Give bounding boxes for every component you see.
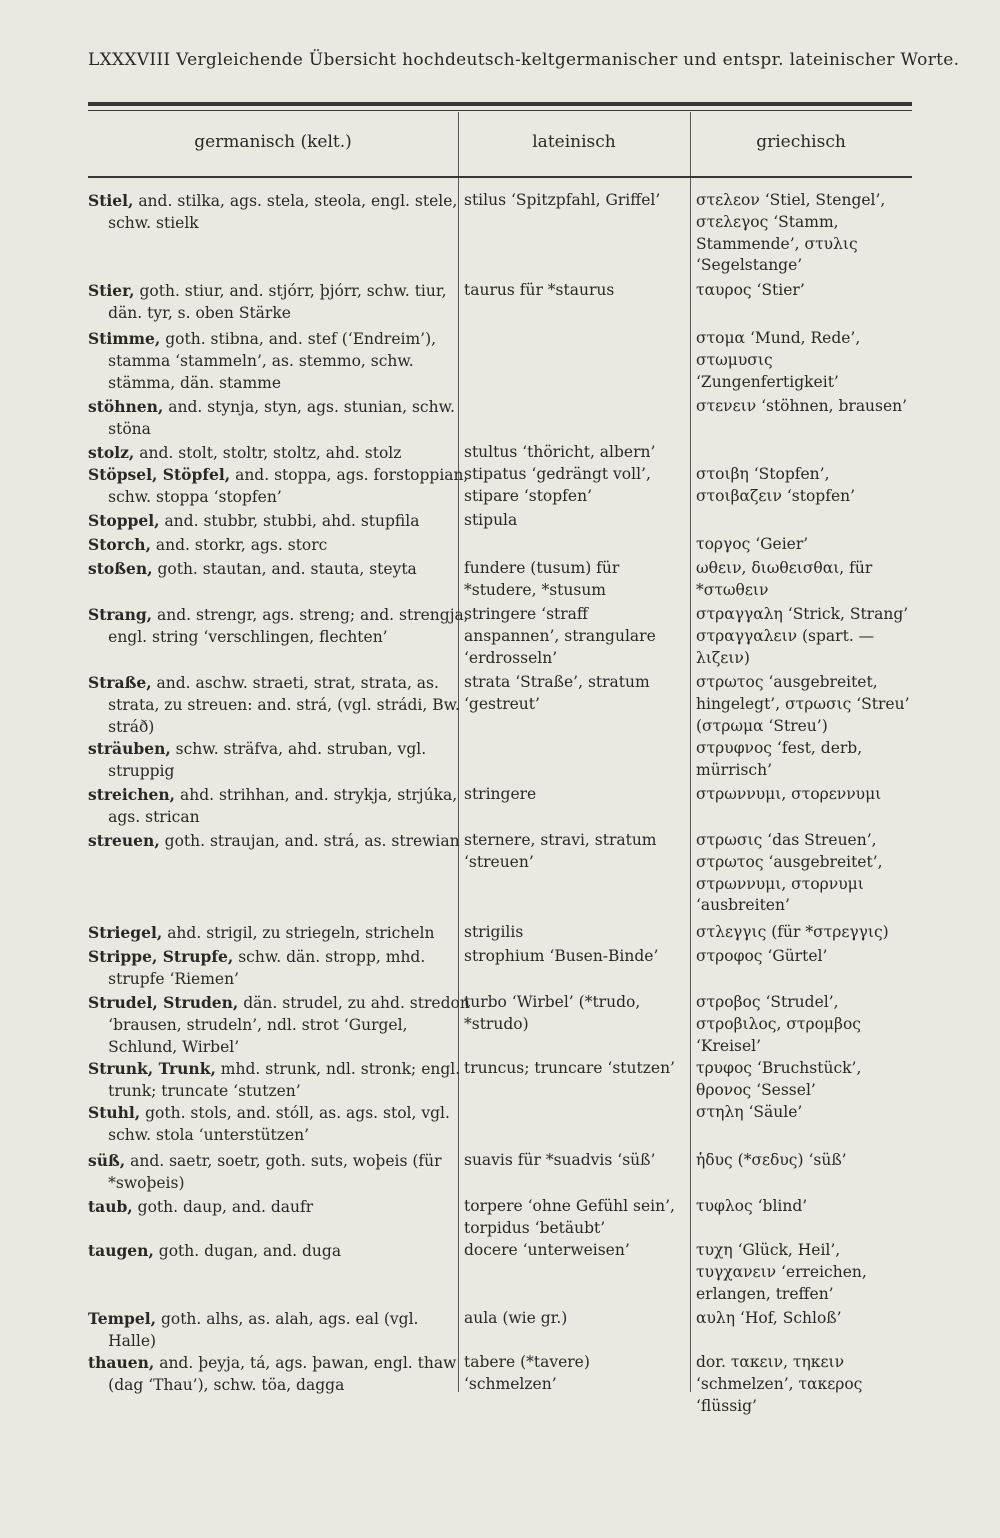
greek-cognates: στροφος ‘Gürtel’ bbox=[696, 947, 828, 965]
greek-cognates: στρωννυμι, στορεννυμι bbox=[696, 785, 882, 803]
greek-cognates: ταυρος ‘Stier’ bbox=[696, 281, 805, 299]
headword: streuen, bbox=[88, 831, 160, 850]
germanic-cognates: schw. dän. stropp, mhd. strupfe ‘Riemen’ bbox=[108, 948, 426, 988]
greek-cognates: στρυφνος ‘fest, derb, mürrisch’ bbox=[696, 739, 863, 779]
column-divider-2 bbox=[690, 112, 691, 1392]
latin-cognates: stipatus ‘gedrängt voll’, stipare ‘stopfen’ bbox=[464, 465, 651, 505]
latin-cognates: strata ‘Straße’, stratum ‘gestreut’ bbox=[464, 673, 650, 713]
germanic-cognates: goth. stibna, and. stef (‘Endreim’), stamma ‘stammeln’, as. stemmo, schw. stämma, dän. stamme bbox=[108, 330, 437, 392]
germanic-cognates: and. storkr, ags. storc bbox=[150, 536, 328, 554]
germanic-cognates: goth. daup, and. daufr bbox=[132, 1198, 314, 1216]
germanic-cognates: and. þeyja, tá, ags. þawan, engl. thaw (dag ‘Thau’), schw. töa, dagga bbox=[108, 1354, 457, 1394]
column-header-germanic: germanisch (kelt.) bbox=[194, 132, 352, 152]
germanic-cognates: and. aschw. straeti, strat, strata, as. strata, zu streuen: and. strá, (vgl. strádi, Bw. stráð) bbox=[108, 674, 460, 736]
greek-cognates: τρυφος ‘Bruchstück’, θρονος ‘Sessel’ bbox=[696, 1059, 862, 1099]
germanic-cognates: goth. stiur, and. stjórr, þjórr, schw. tiur, dän. tyr, s. oben Stärke bbox=[108, 282, 447, 322]
greek-cognates: στρωτος ‘ausgebreitet, hingelegt’, στρωσις ‘Streu’ (στρωμα ‘Streu’) bbox=[696, 673, 910, 735]
greek-cognates: τυχη ‘Glück, Heil’, τυγχανειν ‘erreichen, erlangen, treffen’ bbox=[696, 1241, 867, 1303]
header-rule-thin bbox=[88, 110, 912, 111]
greek-cognates: τοργος ‘Geier’ bbox=[696, 535, 809, 553]
headword: Strunk, Trunk, bbox=[88, 1059, 216, 1078]
column-header-rule bbox=[88, 176, 912, 178]
greek-cognates: στραγγαλη ‘Strick, Strang’ στραγγαλειν (spart. —λιζειν) bbox=[696, 605, 909, 667]
germanic-cognates: and. saetr, soetr, goth. suts, woþeis (für *swoþeis) bbox=[108, 1152, 442, 1192]
germanic-cognates: and. strengr, ags. streng; and. strengja, engl. string ‘verschlingen, flechten’ bbox=[108, 606, 469, 646]
germanic-cognates: goth. straujan, and. strá, as. strewian bbox=[159, 832, 460, 850]
latin-cognates: stilus ‘Spitzpfahl, Griffel’ bbox=[464, 191, 661, 209]
latin-cognates: truncus; truncare ‘stutzen’ bbox=[464, 1059, 675, 1077]
headword: Straße, bbox=[88, 673, 152, 692]
headword: süß, bbox=[88, 1151, 126, 1170]
headword: streichen, bbox=[88, 785, 176, 804]
greek-cognates: στενειν ‘stöhnen, brausen’ bbox=[696, 397, 908, 415]
greek-cognates: στλεγγις (für *στρεγγις) bbox=[696, 923, 889, 941]
headword: sträuben, bbox=[88, 739, 171, 758]
greek-cognates: στοιβη ‘Stopfen’, στοιβαζειν ‘stopfen’ bbox=[696, 465, 856, 505]
headword: Strudel, Struden, bbox=[88, 993, 239, 1012]
greek-cognates: dor. τακειν, τηκειν ‘schmelzen’, τακερος ‘flüssig’ bbox=[696, 1353, 863, 1415]
germanic-cognates: and. stynja, styn, ags. stunian, schw. stöna bbox=[108, 398, 455, 438]
header-rule-thick bbox=[88, 102, 912, 106]
latin-cognates: docere ‘unterweisen’ bbox=[464, 1241, 630, 1259]
headword: Strippe, Strupfe, bbox=[88, 947, 234, 966]
running-head: LXXXVIII Vergleichende Übersicht hochdeutsch-keltgermanischer und entspr. lateinischer Worte. bbox=[88, 50, 960, 70]
headword: Striegel, bbox=[88, 923, 163, 942]
greek-cognates: τυφλος ‘blind’ bbox=[696, 1197, 808, 1215]
headword: Stoppel, bbox=[88, 511, 160, 530]
headword: stolz, bbox=[88, 443, 135, 462]
germanic-cognates: goth. alhs, as. alah, ags. eal (vgl. Halle) bbox=[108, 1310, 419, 1350]
germanic-cognates: and. stubbr, stubbi, ahd. stupfila bbox=[159, 512, 420, 530]
latin-cognates: stipula bbox=[464, 511, 518, 529]
latin-cognates: turbo ‘Wirbel’ (*trudo, *strudo) bbox=[464, 993, 641, 1033]
germanic-cognates: and. stilka, ags. stela, steola, engl. stele, schw. stielk bbox=[108, 192, 458, 232]
latin-cognates: strigilis bbox=[464, 923, 524, 941]
germanic-cognates: dän. strudel, zu ahd. stredon ‘brausen, strudeln’, ndl. strot ‘Gurgel, Schlund, Wirbel’ bbox=[108, 994, 470, 1056]
germanic-cognates: goth. stautan, and. stauta, steyta bbox=[152, 560, 417, 578]
headword: stöhnen, bbox=[88, 397, 164, 416]
headword: thauen, bbox=[88, 1353, 155, 1372]
germanic-cognates: and. stoppa, ags. forstoppian, schw. stoppa ‘stopfen’ bbox=[108, 466, 469, 506]
greek-cognates: στελεον ‘Stiel, Stengel’, στελεγος ‘Stamm, Stammende’, στυλις ‘Segelstange’ bbox=[696, 191, 886, 275]
greek-cognates: αυλη ‘Hof, Schloß’ bbox=[696, 1309, 842, 1327]
latin-cognates: stringere ‘straff anspannen’, strangulare ‘erdrosseln’ bbox=[464, 605, 656, 667]
greek-cognates: ἡδυς (*σεδυς) ‘süß’ bbox=[696, 1151, 847, 1169]
greek-cognates: στροβος ‘Strudel’, στροβιλος, στρομβος ‘Kreisel’ bbox=[696, 993, 861, 1055]
column-header-latin: lateinisch bbox=[532, 132, 616, 152]
latin-cognates: taurus für *staurus bbox=[464, 281, 615, 299]
greek-cognates: στομα ‘Mund, Rede’, στωμυσις ‘Zungenfertigkeit’ bbox=[696, 329, 861, 391]
greek-cognates: ωθειν, διωθεισθαι, für *στωθειν bbox=[696, 559, 873, 599]
germanic-cognates: and. stolt, stoltr, stoltz, ahd. stolz bbox=[134, 444, 402, 462]
germanic-cognates: mhd. strunk, ndl. stronk; engl. trunk; truncate ‘stutzen’ bbox=[108, 1060, 461, 1100]
latin-cognates: torpere ‘ohne Gefühl sein’, torpidus ‘betäubt’ bbox=[464, 1197, 675, 1237]
latin-cognates: stringere bbox=[464, 785, 537, 803]
latin-cognates: sternere, stravi, stratum ‘streuen’ bbox=[464, 831, 657, 871]
germanic-cognates: schw. sträfva, ahd. struban, vgl. struppig bbox=[108, 740, 427, 780]
headword: Stier, bbox=[88, 281, 135, 300]
latin-cognates: fundere (tusum) für *studere, *stusum bbox=[464, 559, 620, 599]
headword: Tempel, bbox=[88, 1309, 157, 1328]
headword: Stiel, bbox=[88, 191, 134, 210]
latin-cognates: tabere (*tavere) ‘schmelzen’ bbox=[464, 1353, 590, 1393]
headword: taub, bbox=[88, 1197, 133, 1216]
latin-cognates: strophium ‘Busen-Binde’ bbox=[464, 947, 659, 965]
headword: stoßen, bbox=[88, 559, 153, 578]
greek-cognates: στρωσις ‘das Streuen’, στρωτος ‘ausgebreitet’, στρωννυμι, στορνυμι ‘ausbreiten’ bbox=[696, 831, 883, 915]
germanic-cognates: goth. dugan, and. duga bbox=[153, 1242, 342, 1260]
headword: taugen, bbox=[88, 1241, 154, 1260]
latin-cognates: suavis für *suadvis ‘süß’ bbox=[464, 1151, 656, 1169]
latin-cognates: aula (wie gr.) bbox=[464, 1309, 568, 1327]
headword: Storch, bbox=[88, 535, 151, 554]
column-header-greek: griechisch bbox=[756, 132, 846, 152]
headword: Stimme, bbox=[88, 329, 161, 348]
greek-cognates: στηλη ‘Säule’ bbox=[696, 1103, 803, 1121]
headword: Stuhl, bbox=[88, 1103, 141, 1122]
headword: Strang, bbox=[88, 605, 153, 624]
germanic-cognates: ahd. strigil, zu striegeln, stricheln bbox=[162, 924, 435, 942]
germanic-cognates: ahd. strihhan, and. strykja, strjúka, ags. strican bbox=[108, 786, 458, 826]
latin-cognates: stultus ‘thöricht, albern’ bbox=[464, 443, 656, 461]
headword: Stöpsel, Stöpfel, bbox=[88, 465, 231, 484]
germanic-cognates: goth. stols, and. stóll, as. ags. stol, vgl. schw. stola ‘unterstützen’ bbox=[108, 1104, 450, 1144]
